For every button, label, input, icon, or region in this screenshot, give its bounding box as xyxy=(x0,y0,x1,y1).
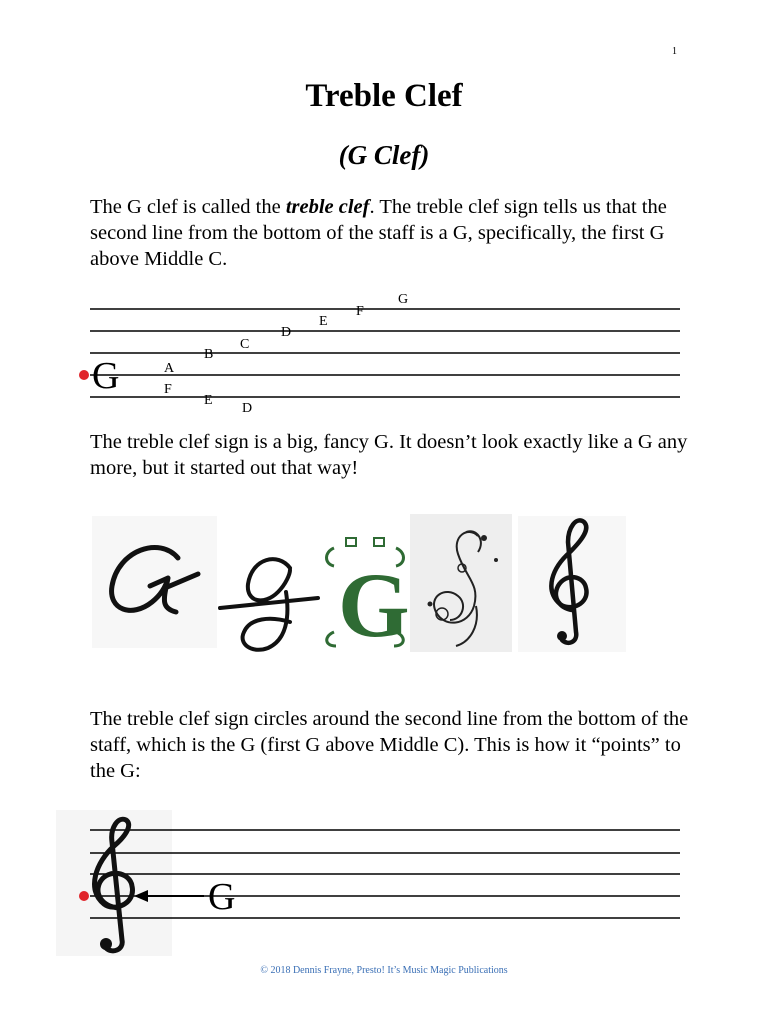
intro-text-after: . The treble clef sign tells us that the second line from the bottom of the staff is a G, specifically, the first G above Middle C. xyxy=(90,196,667,270)
note-label-e-high: E xyxy=(319,314,328,329)
svg-text:G: G xyxy=(338,554,410,656)
note-label-f: F xyxy=(164,382,172,397)
g-line-marker xyxy=(79,891,89,901)
page-subtitle: (G Clef) xyxy=(338,140,430,170)
note-label-d-high: D xyxy=(281,325,292,340)
g-note-label: G xyxy=(208,876,236,918)
note-label-e: E xyxy=(204,393,213,408)
page-number: 1 xyxy=(672,46,677,57)
staff-lines xyxy=(90,309,680,397)
treble-clef-emphasis: treble clef xyxy=(285,196,370,218)
note-label-d: D xyxy=(242,401,253,416)
copyright-footer: © 2018 Dennis Frayne, Presto! It’s Music Magic Publications xyxy=(260,965,508,976)
ornate-green-g-image xyxy=(322,530,410,656)
clef-points-staff xyxy=(0,810,768,960)
note-label-b: B xyxy=(204,347,214,362)
note-label-a: A xyxy=(164,361,175,376)
note-label-f-high: F xyxy=(356,304,364,319)
modern-treble-clef-image xyxy=(518,516,626,652)
g-evolution-images xyxy=(0,508,768,660)
note-names-staff xyxy=(0,290,768,420)
decorative-clef-image xyxy=(410,514,512,652)
fancy-g-paragraph: The treble clef sign is a big, fancy G. It doesn’t look exactly like a G any more, but it started out that way! xyxy=(90,431,688,479)
points-to-g-paragraph: The treble clef sign circles around the second line from the bottom of the staff, which is the G (first G above Middle C). This is how it “points” to the G: xyxy=(90,708,689,782)
g-line-marker xyxy=(79,370,89,380)
note-label-g-high: G xyxy=(398,292,409,307)
staff-lines xyxy=(90,830,680,918)
script-g-image xyxy=(92,516,217,648)
note-label-c: C xyxy=(240,337,250,352)
page-title: Treble Clef xyxy=(305,78,463,114)
intro-paragraph xyxy=(90,194,690,272)
clef-letter-g: G xyxy=(92,355,120,397)
intro-text-before: The G clef is called the xyxy=(90,196,286,218)
calligraphic-g-image xyxy=(220,559,318,650)
